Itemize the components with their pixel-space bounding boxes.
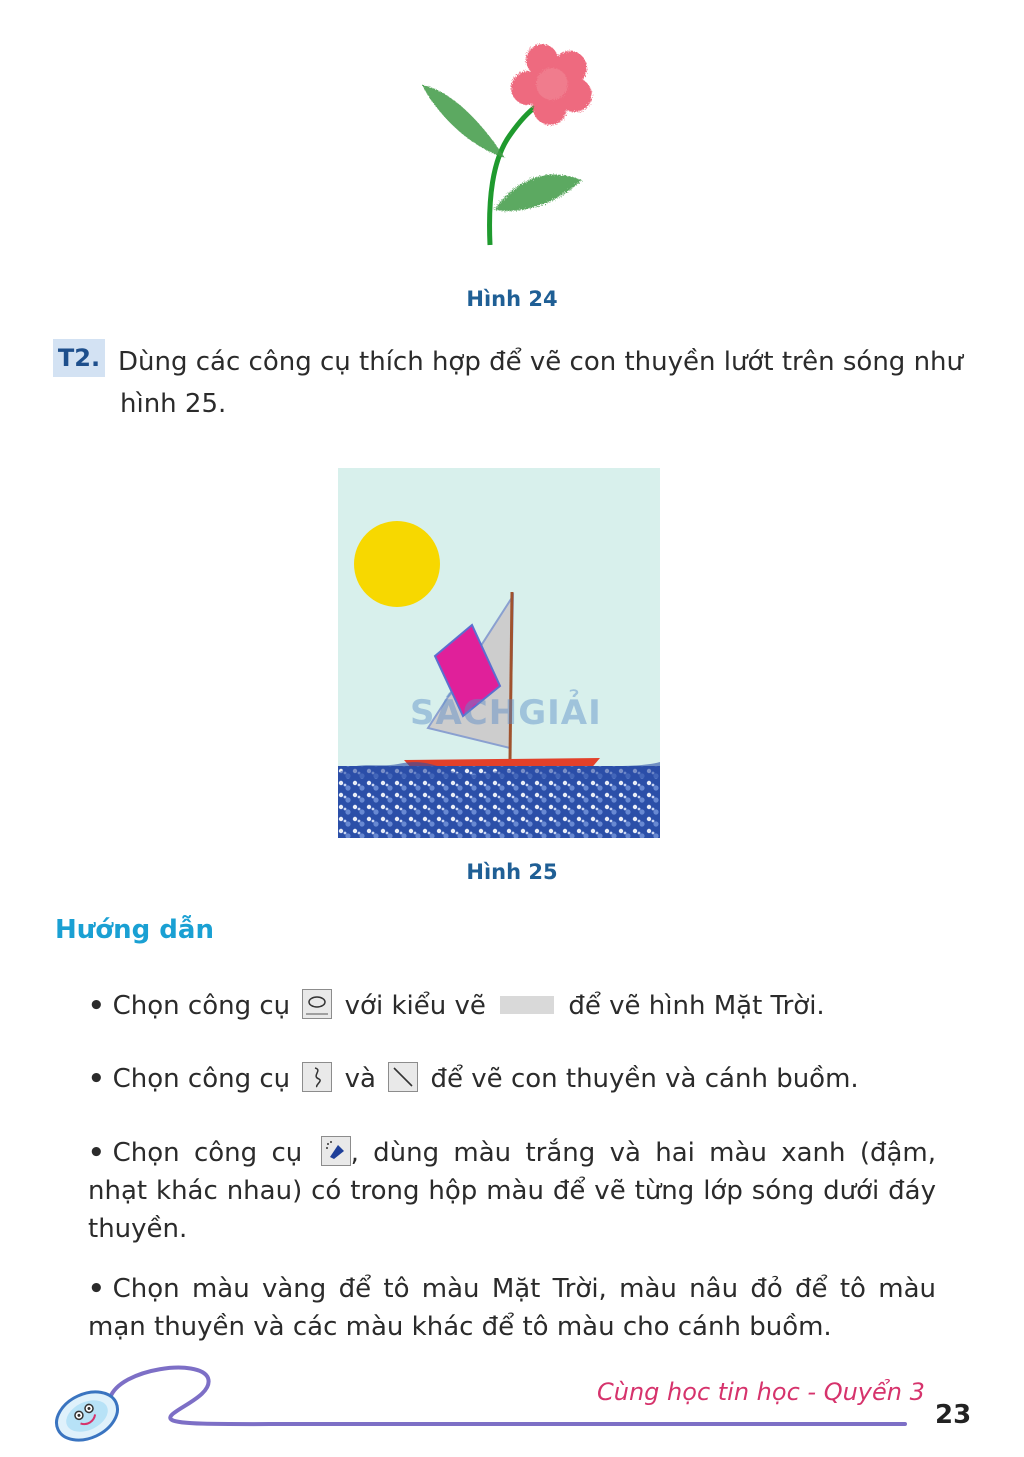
sun	[354, 521, 440, 607]
text: Chọn công cụ	[112, 991, 291, 1021]
ellipse-tool-icon	[302, 989, 332, 1019]
book-title: Cùng học tin học - Quyển 3	[597, 1378, 925, 1406]
text: với kiểu vẽ	[344, 991, 486, 1021]
flower-stem	[490, 100, 545, 245]
task-line-1: Dùng các công cụ thích hợp để vẽ con thuyền lướt trên sóng như	[118, 347, 963, 377]
figure-24-caption: Hình 24	[466, 287, 558, 311]
text: Chọn màu vàng để tô màu Mặt Trời, màu nâu đỏ để tô màu mạn thuyền và các màu khác để tô màu cho cánh buồm.	[88, 1274, 936, 1342]
text: để vẽ con thuyền và cánh buồm.	[430, 1064, 859, 1094]
bullet: •	[88, 1274, 105, 1304]
text: để vẽ hình Mặt Trời.	[568, 991, 825, 1021]
text: Chọn công cụ	[112, 1064, 291, 1094]
task-line-2: hình 25.	[120, 389, 227, 419]
flower-leaf-right	[494, 175, 582, 211]
guide-item-1	[88, 987, 948, 1025]
flower-petals	[511, 44, 592, 125]
guide-item-3	[88, 1134, 936, 1248]
figure-25-sailboat	[338, 468, 660, 838]
bullet: •	[88, 991, 105, 1021]
text: Chọn công cụ	[112, 1138, 303, 1168]
fill-style-swatch	[500, 996, 554, 1014]
mast	[510, 592, 512, 760]
figure-25-caption: Hình 25	[466, 860, 558, 884]
guide-heading: Hướng dẫn	[55, 915, 214, 945]
curve-tool-icon	[302, 1062, 332, 1092]
guide-item-4	[88, 1270, 936, 1346]
text: và	[344, 1064, 376, 1094]
watermark: SÁCHGIẢI	[410, 693, 602, 733]
figure-24-flower	[410, 40, 610, 255]
task-badge: T2.	[53, 339, 105, 377]
airbrush-tool-icon	[321, 1136, 351, 1166]
page-number: 23	[935, 1400, 972, 1430]
bullet: •	[88, 1138, 105, 1168]
line-tool-icon	[388, 1062, 418, 1092]
flower-leaf-left	[422, 85, 505, 158]
guide-item-2	[88, 1060, 948, 1098]
text: , dùng màu trắng và hai màu xanh (đậm, nhạt khác nhau) có trong hộp màu để vẽ từng lớp sóng dưới đáy thuyền.	[88, 1138, 936, 1244]
bullet: •	[88, 1064, 105, 1094]
